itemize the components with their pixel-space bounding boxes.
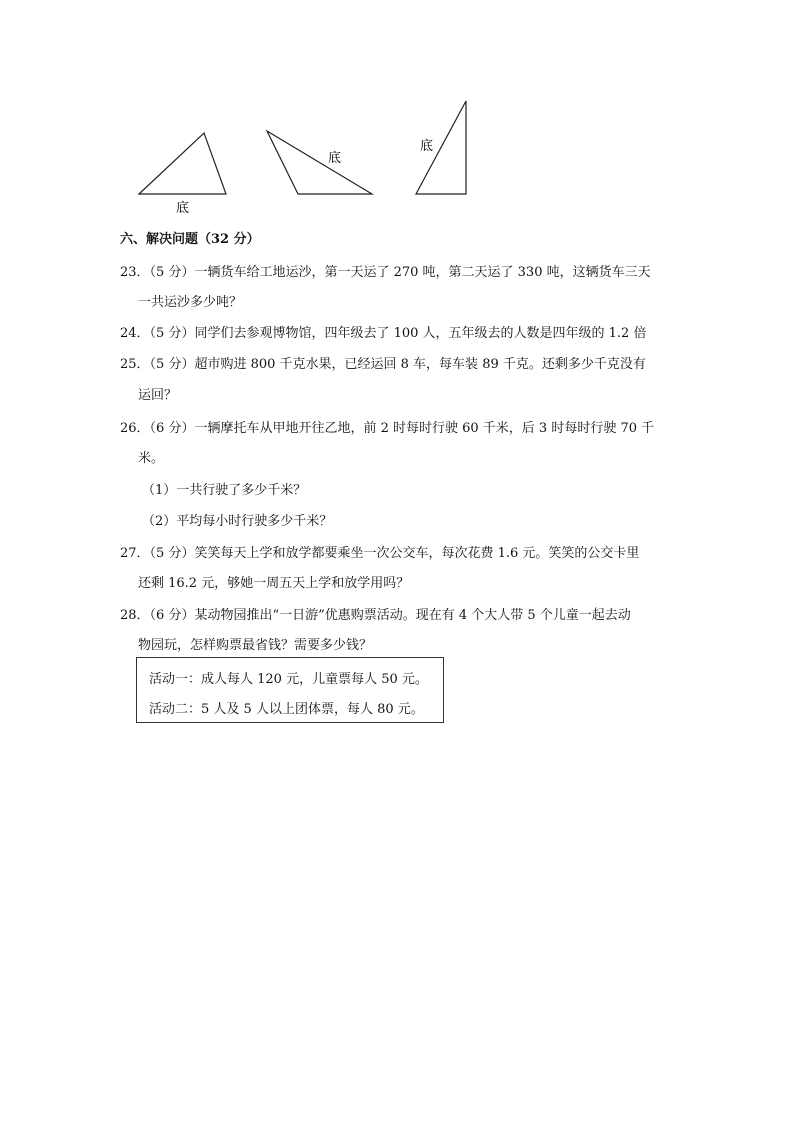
q25-line-2: 运回？: [138, 388, 178, 403]
q25-line-1: 25．（5 分）超市购进 800 千克水果，已经运回 8 车，每车装 89 千克。还剩多少千克没有: [120, 357, 646, 372]
q27-line-2: 还剩 16.2 元，够她一周五天上学和放学用吗？: [138, 576, 410, 591]
ticket-activity-box: [136, 657, 444, 723]
q28-line-2: 物园玩，怎样购票最省钱？需要多少钱？: [138, 638, 373, 653]
q26-sub-1: （1）一共行驶了多少千米？: [142, 483, 307, 498]
q23-line-2: 一共运沙多少吨？: [138, 295, 243, 310]
activity-1-text: 活动一：成人每人 120 元，儿童票每人 50 元。: [149, 672, 428, 687]
base-label-3: 底: [420, 139, 434, 154]
q27-line-1: 27．（5 分）笑笑每天上学和放学都要乘坐一次公交车，每次花费 1.6 元。笑笑的公交卡里: [120, 546, 640, 561]
q23-line-1: 23．（5 分）一辆货车给工地运沙，第一天运了 270 吨，第二天运了 330 吨，这辆货车三天: [120, 265, 651, 280]
base-label-1: 底: [176, 201, 190, 216]
triangle-2: [267, 131, 372, 194]
triangle-figures: [0, 0, 794, 230]
triangle-1: [139, 133, 226, 194]
q26-line-1: 26．（6 分）一辆摩托车从甲地开往乙地，前 2 时每时行驶 60 千米，后 3 时每时行驶 70 千: [120, 421, 655, 436]
q26-line-2: 米。: [138, 451, 165, 466]
q24-line-1: 24．（5 分）同学们去参观博物馆，四年级去了 100 人，五年级去的人数是四年级的 1.2 倍: [120, 326, 647, 341]
section-title: 六、解决问题（32 分）: [120, 232, 260, 247]
q28-line-1: 28．（6 分）某动物园推出“一日游”优惠购票活动。现在有 4 个大人带 5 个儿童一起去动: [120, 608, 631, 623]
activity-2-text: 活动二：5 人及 5 人以上团体票，每人 80 元。: [149, 702, 424, 717]
base-label-2: 底: [328, 151, 342, 166]
q26-sub-2: （2）平均每小时行驶多少千米？: [142, 514, 333, 529]
